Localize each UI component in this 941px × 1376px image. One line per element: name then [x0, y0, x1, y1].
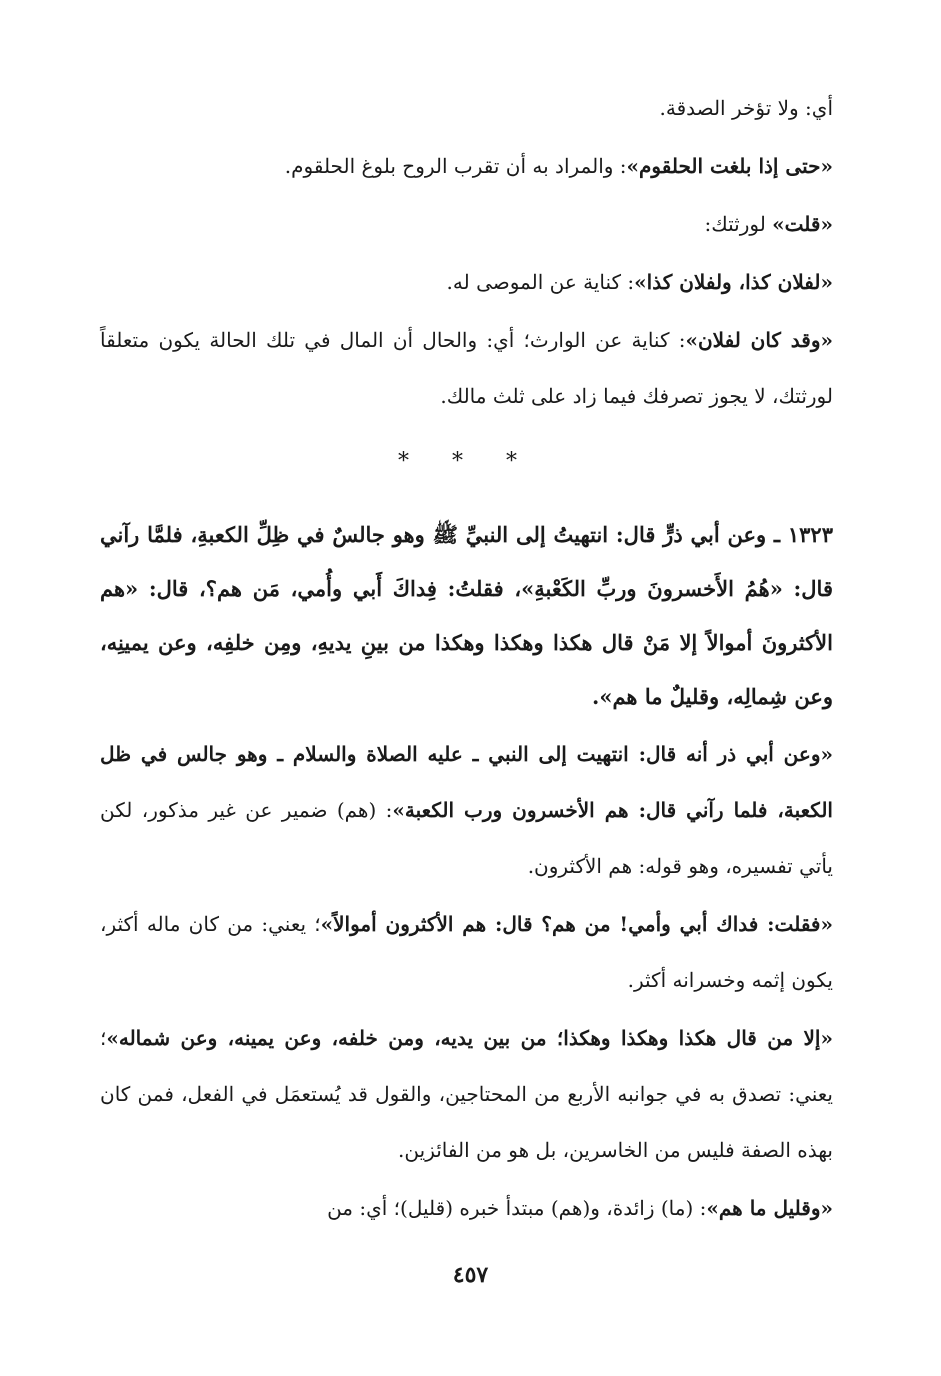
- paragraph-3-quote: «قلت»: [772, 212, 833, 236]
- paragraph-6-text: : (هم) ضمير عن غير مذكور، لكن يأتي تفسيره، وهو قوله: هم الأكثرون.: [100, 798, 833, 878]
- paragraph-5-text: : كناية عن الوارث؛ أي: والحال أن المال في تلك الحالة يكون متعلقاً لورثتك، لا يجوز تصرفك فيما زاد على ثلث مالك.: [100, 328, 833, 408]
- paragraph-1: [100, 80, 833, 136]
- paragraph-3-text: لورثتك:: [704, 212, 773, 236]
- paragraph-9-text: : (ما) زائدة، و(هم) مبتدأ خبره (قليل)؛ أي: من: [327, 1196, 707, 1220]
- section-divider: * * *: [398, 449, 535, 474]
- page-body: [100, 80, 833, 1236]
- paragraph-1-text: أي: ولا تؤخر الصدقة.: [659, 96, 833, 120]
- paragraph-8-text: ؛ يعني: تصدق به في جوانبه الأربع من المحتاجين، والقول قد يُستعمَل في الفعل، فمن كان بهذه الصفة فليس من الخاسرين، بل هو من الفائزين.: [100, 1026, 833, 1162]
- page-number: ٤٥٧: [452, 1262, 489, 1288]
- paragraph-7-text: ؛ يعني: من كان ماله أكثر، يكون إثمه وخسرانه أكثر.: [100, 912, 833, 992]
- paragraph-2: [100, 138, 833, 194]
- paragraph-6-quote: «وعن أبي ذر أنه قال: انتهيت إلى النبي ـ عليه الصلاة والسلام ـ وهو جالس في ظل الكعبة، فلما رآني قال: هم الأخسرون ورب الكعبة»: [100, 742, 833, 822]
- paragraph-7-quote: «فقلت: فداك أبي وأمي! من هم؟ قال: هم الأكثرون أموالاً»: [320, 912, 833, 936]
- paragraph-8-quote: «إلا من قال هكذا وهكذا وهكذا؛ من بين يديه، ومن خلفه، وعن يمينه، وعن شماله»: [106, 1026, 833, 1050]
- paragraph-3: [100, 196, 833, 252]
- paragraph-7: [100, 896, 833, 1008]
- paragraph-6: [100, 726, 833, 894]
- paragraph-4-quote: «لفلان كذا، ولفلان كذا»: [634, 270, 833, 294]
- paragraph-8: [100, 1010, 833, 1178]
- paragraph-5-quote: «وقد كان لفلان»: [685, 328, 833, 352]
- paragraph-2-text: : والمراد به أن تقرب الروح بلوغ الحلقوم.: [284, 154, 627, 178]
- paragraph-5: [100, 312, 833, 424]
- paragraph-2-quote: «حتى إذا بلغت الحلقوم»: [626, 154, 833, 178]
- hadith-text: ١٣٢٣ ـ وعن أبي ذرٍّ قال: انتهيتُ إلى النبيِّ ﷺ وهو جالسٌ في ظِلِّ الكعبةِ، فلمَّا رآني قال: «هُمُ الأَخسرونَ وربِّ الكَعْبةِ»، فقلتُ: فِداكَ أَبي وأُمي، مَن هم؟، قال: «هم الأكثرونَ أموالاً إلا مَنْ قال هكذا وهكذا وهكذا من بينِ يديهِ، ومِن خلفِه، وعن يمينِه، وعن شِمالِه، وقليلٌ ما هم».: [100, 522, 833, 709]
- paragraph-9: [100, 1180, 833, 1236]
- paragraph-9-quote: «وقليل ما هم»: [706, 1196, 833, 1220]
- paragraph-4: [100, 254, 833, 310]
- paragraph-4-text: : كناية عن الموصى له.: [446, 270, 635, 294]
